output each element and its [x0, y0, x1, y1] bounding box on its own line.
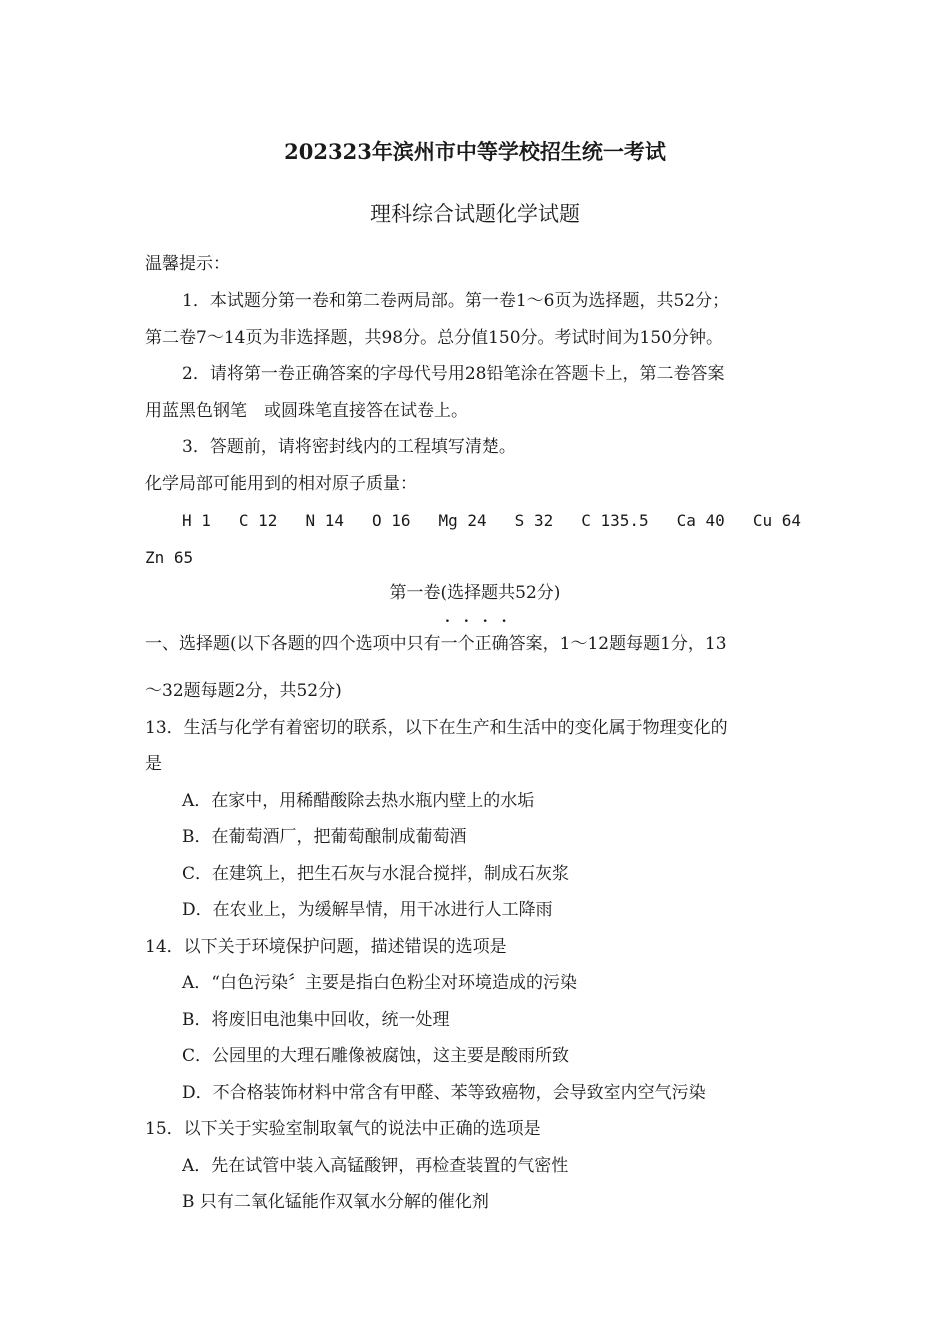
atomic-mass-item: Cu 64 — [752, 511, 801, 530]
section-instructions-line-1: 一、选择题(以下各题的四个选项中只有一个正确答案，1～12题每题1分，13 — [145, 634, 727, 654]
page-title: 202323年滨州市中等学校招生统一考试 — [284, 139, 666, 164]
tip-1-line-2: 第二卷7～14页为非选择题，共98分。总分值150分。考试时间为150分钟。 — [145, 328, 723, 348]
atomic-mass-item: S 32 — [514, 511, 554, 530]
question-14-option-a: A．“白色污染〞主要是指白色粉尘对环境造成的污染 — [182, 973, 577, 993]
question-13-stem-line-2: 是 — [145, 754, 162, 774]
atomic-mass-item: Mg 24 — [438, 511, 487, 530]
tip-1-line-1: 1．本试题分第一卷和第二卷两局部。第一卷1～6页为选择题，共52分； — [182, 291, 730, 311]
question-14-option-d: D．不合格装饰材料中常含有甲醛、苯等致癌物，会导致室内空气污染 — [182, 1083, 706, 1103]
question-14-option-c: C．公园里的大理石雕像被腐蚀，这主要是酸雨所致 — [182, 1046, 570, 1066]
section-instructions-line-2: ～32题每题2分，共52分) — [145, 681, 342, 701]
atomic-mass-heading: 化学局部可能用到的相对原子质量： — [145, 474, 417, 494]
atomic-mass-item: C 135.5 — [581, 511, 649, 530]
emphasis-dots: .... — [445, 610, 521, 626]
question-13-option-a: A．在家中，用稀醋酸除去热水瓶内壁上的水垢 — [182, 791, 535, 811]
atomic-mass-item: O 16 — [371, 511, 411, 530]
question-15-option-a: A．先在试管中装入高锰酸钾，再检查装置的气密性 — [182, 1156, 569, 1176]
question-14-option-b: B．将废旧电池集中回收，统一处理 — [182, 1010, 450, 1030]
question-15-stem: 15．以下关于实验室制取氧气的说法中正确的选项是 — [145, 1119, 541, 1139]
question-15-option-b: B 只有二氧化锰能作双氧水分解的催化剂 — [182, 1192, 489, 1212]
atomic-mass-item-last: Zn 65 — [145, 548, 194, 567]
atomic-mass-item: N 14 — [305, 511, 344, 530]
question-13-option-d: D．在农业上，为缓解旱情，用干冰进行人工降雨 — [182, 900, 553, 920]
atomic-mass-item: H 1 — [182, 511, 211, 530]
tip-2-line-1: 2．请将第一卷正确答案的字母代号用28铅笔涂在答题卡上，第二卷答案 — [182, 364, 725, 384]
atomic-mass-item: C 12 — [238, 511, 278, 530]
atomic-mass-list — [182, 510, 801, 532]
question-14-stem: 14．以下关于环境保护问题，描述错误的选项是 — [145, 937, 507, 957]
question-13-option-c: C．在建筑上，把生石灰与水混合搅拌，制成石灰浆 — [182, 864, 570, 884]
tip-3: 3．答题前，请将密封线内的工程填写清楚。 — [182, 437, 516, 457]
section-title: 第一卷(选择题共52分) — [389, 583, 561, 603]
atomic-mass-item: Ca 40 — [676, 511, 725, 530]
tip-2-line-2: 用蓝黑色钢笔 或圆珠笔直接答在试卷上。 — [145, 401, 468, 421]
tips-heading: 温馨提示： — [145, 254, 230, 274]
question-13-option-b: B．在葡萄酒厂，把葡萄酿制成葡萄酒 — [182, 827, 467, 847]
page-subtitle: 理科综合试题化学试题 — [370, 202, 580, 226]
question-13-stem-line-1: 13．生活与化学有着密切的联系，以下在生产和生活中的变化属于物理变化的 — [145, 718, 728, 738]
